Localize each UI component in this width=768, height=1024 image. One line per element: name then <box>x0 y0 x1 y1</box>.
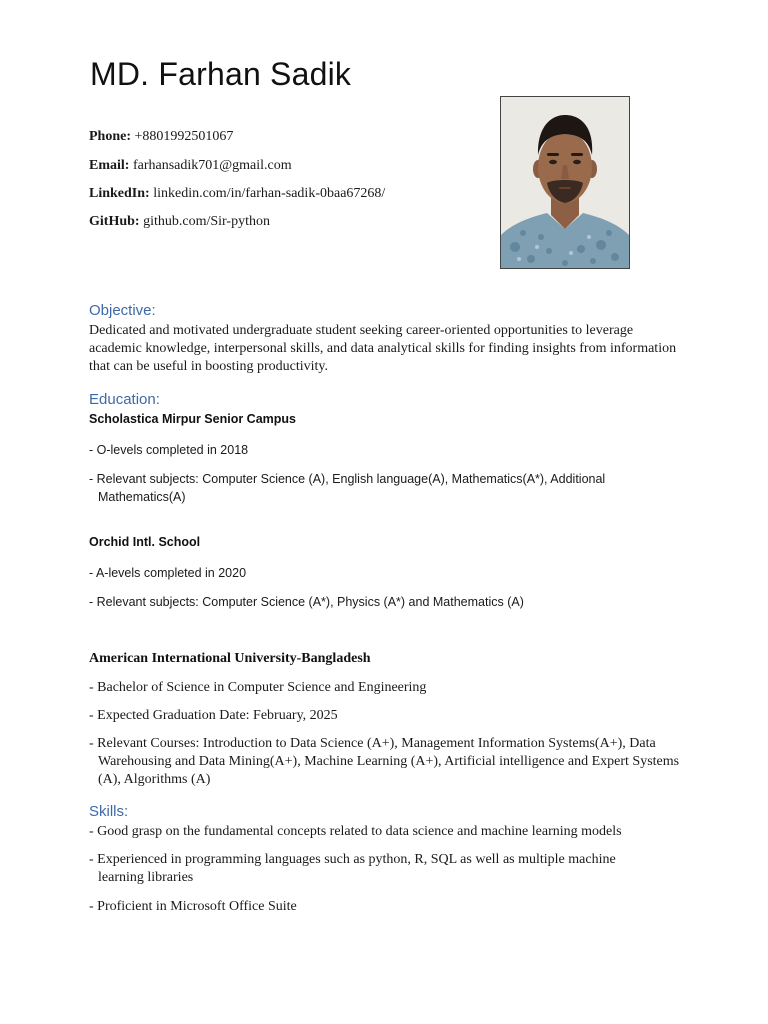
skills-heading: Skills: <box>89 803 129 820</box>
list-item: - Proficient in Microsoft Office Suite <box>89 899 297 914</box>
objective-heading: Objective: <box>89 302 156 319</box>
linkedin-label: LinkedIn: <box>89 186 150 201</box>
school-name: American International University-Bangladesh <box>89 651 371 666</box>
contact-phone <box>89 129 233 145</box>
list-item: - Good grasp on the fundamental concepts related to data science and machine learning models <box>89 824 622 839</box>
school-name: Orchid Intl. School <box>89 535 201 549</box>
list-item: - Experienced in programming languages such as python, R, SQL as well as multiple machine learning libraries <box>89 852 616 885</box>
list-item: - Relevant subjects: Computer Science (A), English language(A), Mathematics(A*), Additional Mathematics(A) <box>89 472 606 504</box>
contact-email <box>89 158 292 174</box>
github-label: GitHub: <box>89 214 140 229</box>
school-name: Scholastica Mirpur Senior Campus <box>89 412 296 426</box>
email-label: Email: <box>89 158 130 173</box>
list-item: - Bachelor of Science in Computer Science and Engineering <box>89 680 427 695</box>
github-value[interactable]: github.com/Sir-python <box>143 214 270 229</box>
education-heading: Education: <box>89 391 160 408</box>
list-item: - Expected Graduation Date: February, 2025 <box>89 708 338 723</box>
linkedin-value[interactable]: linkedin.com/in/farhan-sadik-0baa67268/ <box>153 186 386 201</box>
contact-github <box>89 214 270 230</box>
phone-label: Phone: <box>89 129 131 144</box>
candidate-name: MD. Farhan Sadik <box>90 56 352 92</box>
email-value[interactable]: farhansadik701@gmail.com <box>132 158 292 173</box>
objective-text: Dedicated and motivated undergraduate student seeking career-oriented opportunities to leverage academic knowledge, interpersonal skills, and data analytical skills for finding insights from information that can be useful in boosting productivity. <box>89 323 677 374</box>
profile-photo <box>500 96 630 269</box>
list-item: - Relevant subjects: Computer Science (A*), Physics (A*) and Mathematics (A) <box>89 595 524 609</box>
list-item: - O-levels completed in 2018 <box>89 443 249 457</box>
list-item: - Relevant Courses: Introduction to Data Science (A+), Management Information Systems(A+), Data Warehousing and Data Mining(A+), Machine Learning (A+), Artificial intelligence and Expert Systems (A), Algorithms (A) <box>89 736 680 787</box>
contact-linkedin <box>89 186 385 202</box>
list-item: - A-levels completed in 2020 <box>89 566 247 580</box>
phone-value[interactable]: +8801992501067 <box>134 129 234 144</box>
